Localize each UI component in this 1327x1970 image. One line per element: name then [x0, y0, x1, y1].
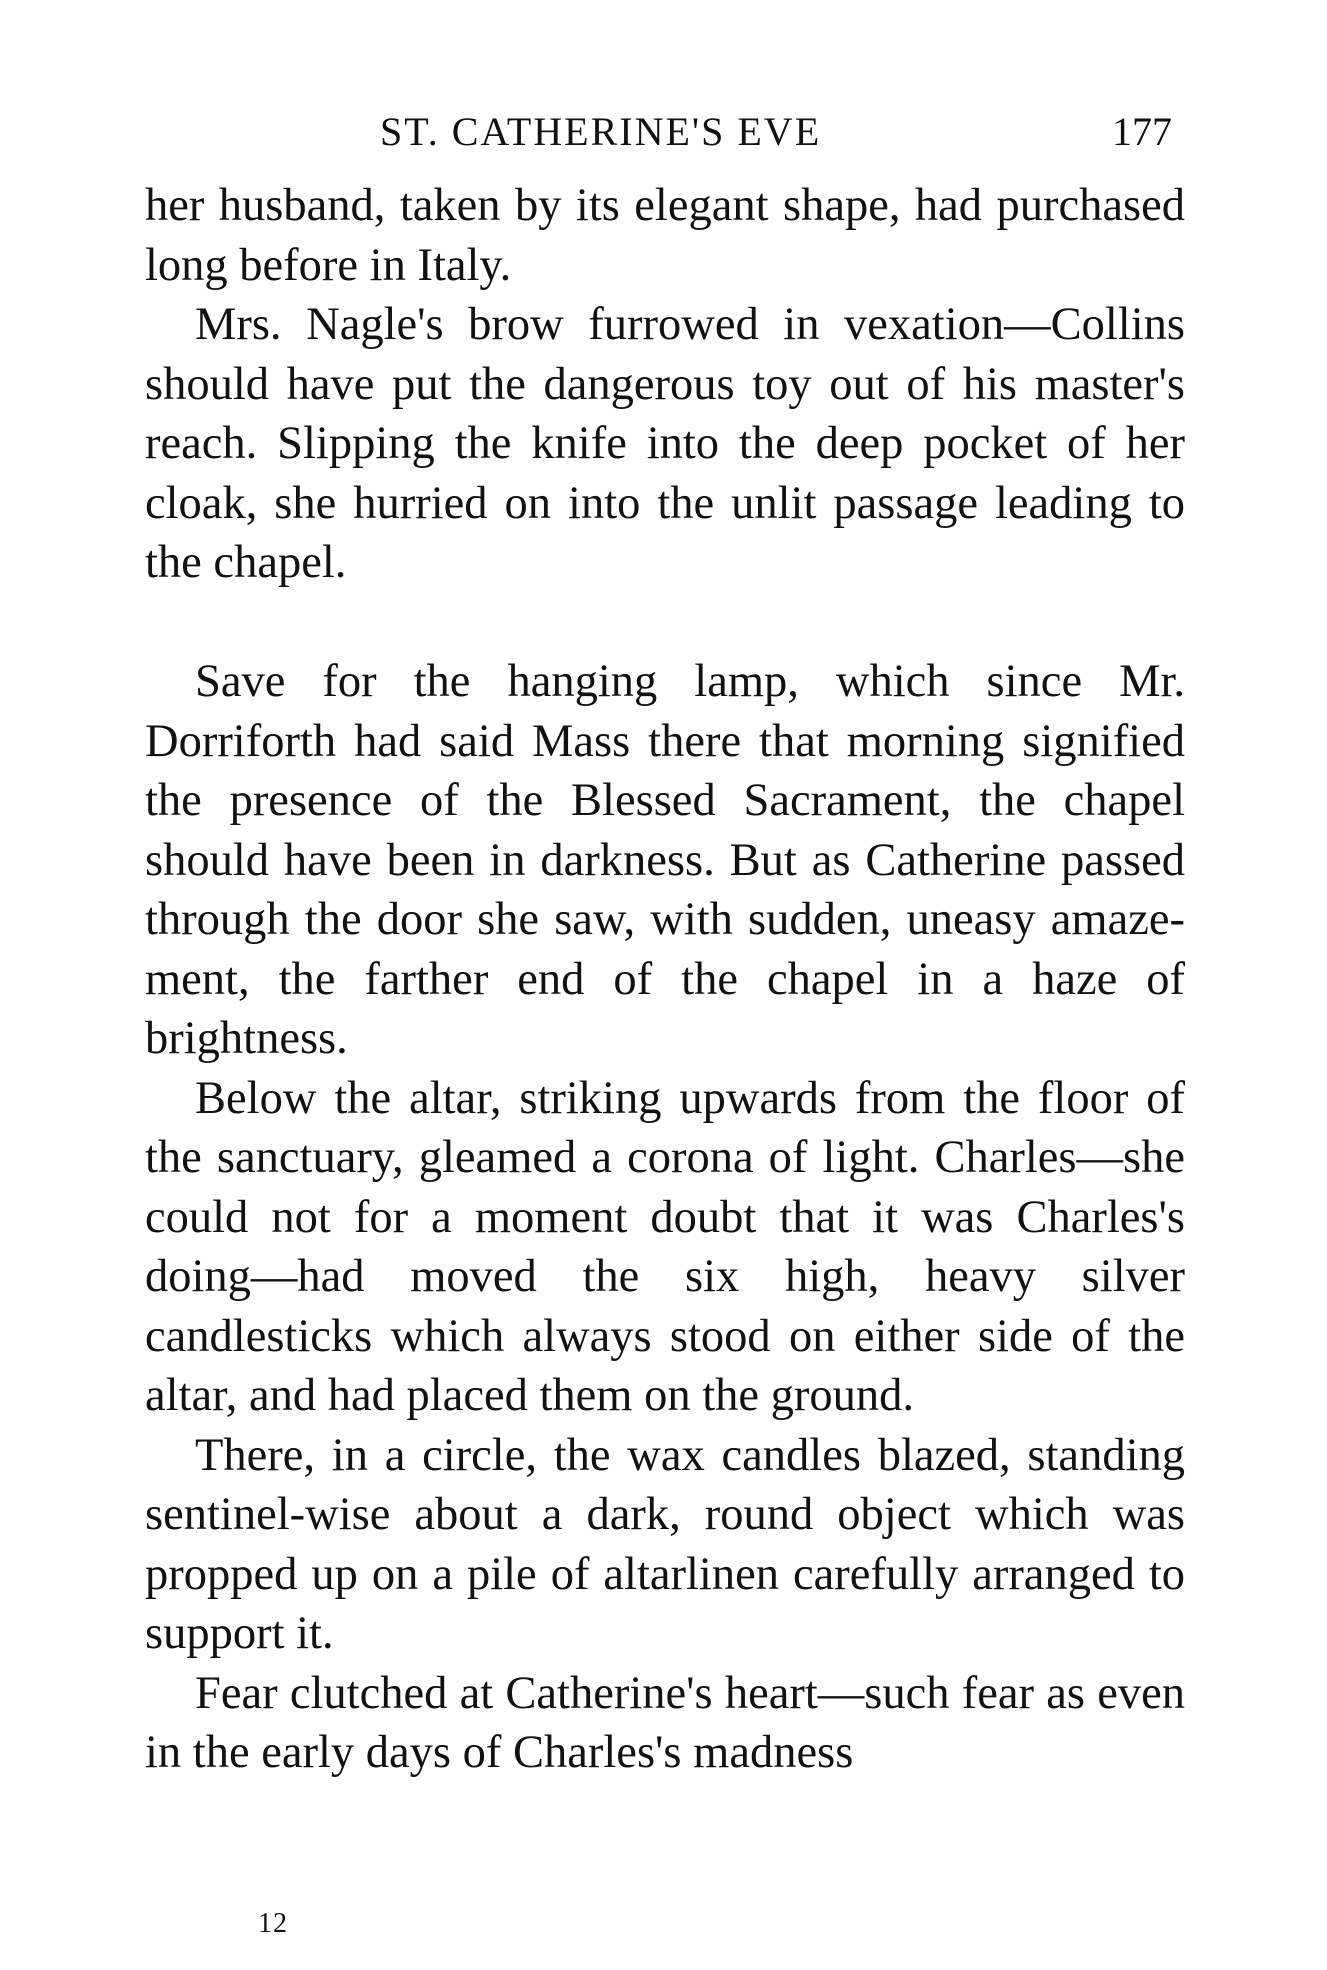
paragraph: Fear clutched at Catherine's heart—such fear as even in the early days of Charles's madness: [145, 1667, 1185, 1778]
body-text: [145, 176, 1185, 1783]
paragraph: There, in a circle, the wax candles blazed, standing sentinel-wise about a dark, round object which was propped up on a pile of altarlinen carefully arranged to support it.: [145, 1429, 1185, 1659]
paragraph-section-start: Save for the hanging lamp, which since Mr. Dorriforth had said Mass there that morning signified the presence of the Blessed Sacrament, the chapel should have been in darkness. But as Catherine passed through the door she saw, with sudden, uneasy amazement, the farther end of the chapel in a haze of brightness.: [145, 656, 1185, 1064]
paragraph-continuation: her husband, taken by its elegant shape, had purchased long before in Italy.: [145, 180, 1185, 291]
paragraph: Mrs. Nagle's brow furrowed in vexation—Collins should have put the dangerous toy out of his master's reach. Slipping the knife into the deep pocket of her cloak, she hurried on into the unlit passage leading to the chapel.: [145, 299, 1185, 588]
signature-mark: 12: [258, 1908, 288, 1939]
paragraph: Below the altar, striking upwards from the floor of the sanctuary, gleamed a corona of light. Charles—she could not for a moment doubt that it was Charles's doing—had moved the six high, heavy silver candlesticks which always stood on either side of the altar, and had placed them on the ground.: [145, 1072, 1185, 1421]
page-number: 177: [1112, 109, 1172, 154]
running-title: ST. CATHERINE'S EVE: [380, 109, 822, 154]
